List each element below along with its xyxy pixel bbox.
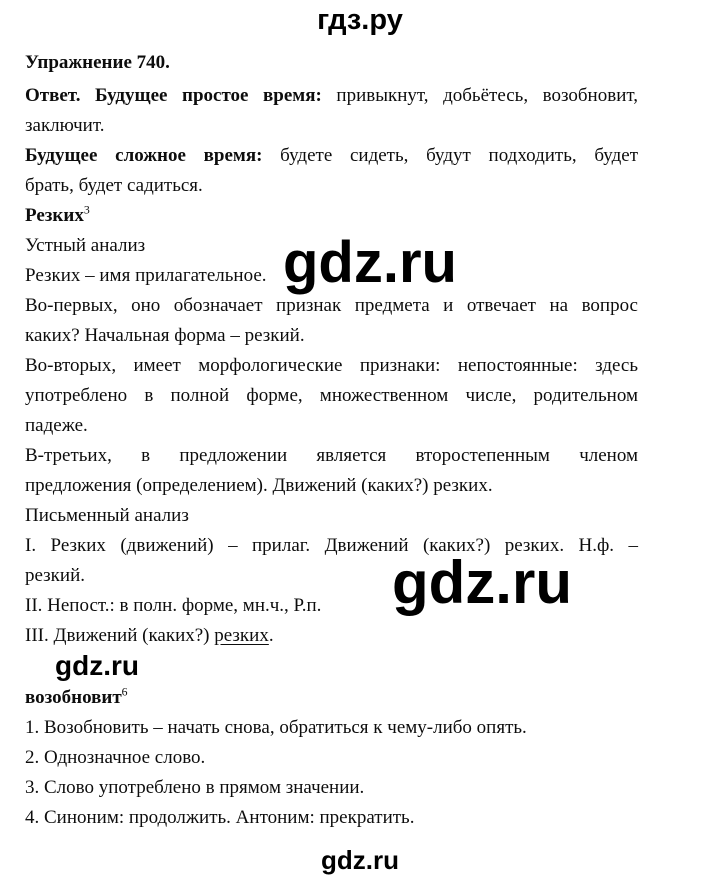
- text-line: [25, 111, 638, 141]
- text-line: [25, 381, 638, 411]
- text-line: [25, 351, 638, 381]
- text-line: [25, 743, 638, 773]
- text-line: [25, 713, 638, 743]
- text-line: [25, 441, 638, 471]
- text-line: [25, 141, 638, 171]
- text-line: [25, 803, 638, 833]
- text-segment: будете сидеть, будут подходить, будет: [262, 145, 638, 166]
- text-segment: брать, будет садиться.: [25, 175, 203, 196]
- text-line: [25, 48, 638, 78]
- footer-logo: gdz.ru: [321, 845, 399, 875]
- text-segment: привыкнут, добьётесь, возобновит,: [321, 85, 638, 106]
- text-segment: предложения (определением). Движений (каких?) резких.: [25, 475, 493, 496]
- text-segment: каких? Начальная форма – резкий.: [25, 325, 305, 346]
- text-line: [25, 81, 638, 111]
- text-line: [25, 411, 638, 441]
- text-line: [25, 201, 638, 231]
- text-segment: Во-первых, оно обозначает признак предмета и отвечает на вопрос: [25, 295, 638, 316]
- header-logo: гдз.ру: [317, 4, 403, 36]
- oral-analysis-second: [25, 351, 638, 441]
- text-line: [25, 621, 638, 651]
- text-segment: II. Непост.: в полн. форме, мн.ч., Р.п.: [25, 595, 322, 616]
- exercise-title: [25, 48, 638, 78]
- text-segment: Во-вторых, имеет морфологические признаки: непостоянные: здесь: [25, 355, 638, 376]
- oral-analysis-third: [25, 441, 638, 501]
- text-segment: 1. Возобновить – начать снова, обратиться к чему-либо опять.: [25, 717, 527, 738]
- answer-simple-future: [25, 81, 638, 141]
- word-vozobnovit-title: [25, 683, 638, 713]
- text-segment: 2. Однозначное слово.: [25, 747, 206, 768]
- text-segment: III. Движений (каких?): [25, 625, 215, 646]
- text-line: [25, 683, 638, 713]
- watermark-small: gdz.ru: [55, 650, 139, 681]
- lexical-point-2: [25, 743, 638, 773]
- text-segment: резких: [214, 625, 269, 646]
- text-segment: Ответ. Будущее простое время:: [25, 85, 322, 106]
- written-analysis-title: [25, 501, 638, 531]
- text-segment: Упражнение 740.: [25, 52, 170, 73]
- text-segment: резкий.: [25, 565, 85, 586]
- answer-compound-future: [25, 141, 638, 201]
- oral-analysis-first: [25, 291, 638, 351]
- text-segment: употреблено в полной форме, множественном числе, родительном: [25, 385, 638, 406]
- text-segment: Резких – имя прилагательное.: [25, 265, 267, 286]
- text-segment: 3: [83, 203, 90, 217]
- text-line: [25, 321, 638, 351]
- text-line: [25, 291, 638, 321]
- text-line: [25, 501, 638, 531]
- watermark-large-2: gdz.ru: [392, 549, 572, 616]
- text-line: [25, 471, 638, 501]
- text-segment: 6: [121, 685, 128, 699]
- written-analysis-iii: [25, 621, 638, 651]
- lexical-point-3: [25, 773, 638, 803]
- text-segment: В-третьих, в предложении является второстепенным членом: [25, 445, 638, 466]
- text-segment: Устный анализ: [25, 235, 146, 256]
- text-segment: 4. Синоним: продолжить. Антоним: прекратить.: [25, 807, 415, 828]
- lexical-point-1: [25, 713, 638, 743]
- document-body: [25, 48, 638, 833]
- text-segment: возобновит: [25, 687, 122, 708]
- text-line: [25, 773, 638, 803]
- text-segment: Будущее сложное время:: [25, 145, 263, 166]
- lexical-point-4: [25, 803, 638, 833]
- text-segment: 3. Слово употреблено в прямом значении.: [25, 777, 365, 798]
- text-segment: I. Резких (движений) – прилаг. Движений (каких?) резких. Н.ф. –: [25, 535, 638, 556]
- watermark-large-1: gdz.ru: [283, 230, 457, 295]
- text-line: [25, 171, 638, 201]
- text-segment: Резких: [25, 205, 84, 226]
- text-segment: падеже.: [25, 415, 88, 436]
- word-rezkikh-title: [25, 201, 638, 231]
- text-segment: .: [268, 625, 274, 646]
- text-segment: Письменный анализ: [25, 505, 189, 526]
- text-segment: заключит.: [25, 115, 105, 136]
